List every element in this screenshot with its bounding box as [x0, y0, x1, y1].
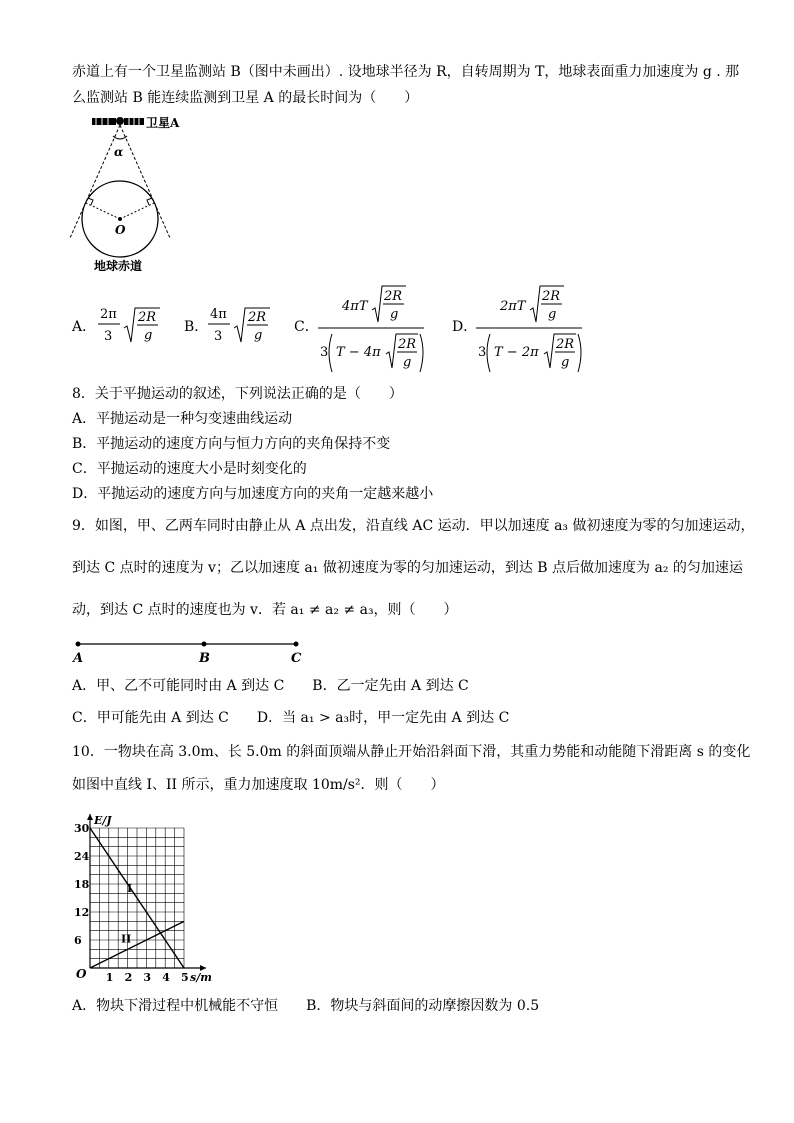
q7-option-d-formula: [474, 280, 586, 378]
svg-text:2πT: 2πT: [500, 299, 526, 314]
svg-text:2π: 2π: [100, 307, 117, 322]
q10-stem-line2: 如图中直线 I、II 所示，重力加速度取 10m/s²．则（ ）: [72, 777, 445, 793]
energy-chart: [62, 812, 222, 992]
q9-stem-line3: 动，到达 C 点时的速度也为 v．若 a₁ ≠ a₂ ≠ a₃，则（ ）: [72, 602, 458, 618]
svg-text:2R: 2R: [384, 289, 403, 304]
x-tick-label: 1: [105, 971, 114, 984]
svg-text:T − 2π: T − 2π: [494, 345, 539, 360]
q8-option-a: A．平抛运动是一种匀变速曲线运动: [72, 411, 293, 427]
svg-text:T − 4π: T − 4π: [336, 345, 381, 360]
q7-option-d-label: D．: [452, 319, 478, 335]
svg-text:3: 3: [104, 329, 113, 344]
y-axis-arrow: [87, 814, 93, 820]
alpha-label: α: [114, 145, 124, 159]
y-tick-label: 24: [74, 850, 90, 863]
svg-text:4π: 4π: [210, 307, 227, 322]
q8-option-d: D．平抛运动的速度方向与加速度方向的夹角一定越来越小: [72, 486, 434, 502]
q9-stem-line1: 9．如图，甲、乙两车同时由静止从 A 点出发，沿直线 AC 运动．甲以加速度 a₃ 做初速度为零的匀加速运动，: [72, 518, 755, 534]
q7-option-b-label: B．: [184, 319, 209, 335]
point-a: [76, 642, 81, 647]
svg-text:B: B: [199, 651, 210, 666]
svg-text:2R: 2R: [398, 337, 417, 352]
chart-xlabel: s/m: [190, 971, 212, 984]
svg-text:3: 3: [478, 345, 487, 360]
satellite-figure: [66, 112, 206, 282]
earth-center-label: O: [115, 223, 126, 237]
x-tick-label: 5: [181, 971, 189, 984]
series-label-2: II: [121, 932, 132, 946]
q9-options-ab: A．甲、乙不可能同时由 A 到达 C B．乙一定先由 A 到达 C: [72, 678, 469, 694]
svg-text:g: g: [390, 307, 399, 322]
svg-text:g: g: [403, 355, 412, 370]
svg-text:2R: 2R: [248, 310, 267, 325]
chart-origin-label: O: [76, 967, 87, 981]
y-tick-label: 18: [74, 878, 90, 891]
earth-caption: 地球赤道: [94, 259, 143, 273]
q7-option-c-formula: [316, 280, 428, 378]
q10-stem-line1: 10．一物块在高 3.0m、长 5.0m 的斜面顶端从静止开始沿斜面下滑，其重力势能和动能随下滑距离 s 的变化: [72, 744, 751, 760]
svg-text:C: C: [291, 651, 302, 666]
y-tick-label: 12: [74, 906, 90, 919]
satellite-icon: [92, 117, 144, 125]
point-b: [202, 642, 207, 647]
svg-text:A: A: [73, 651, 84, 666]
chart-ylabel: E/J: [94, 814, 112, 827]
y-tick-label: 6: [74, 934, 82, 947]
svg-text:g: g: [561, 355, 570, 370]
svg-text:3: 3: [320, 345, 329, 360]
q9-stem-line2: 到达 C 点时的速度为 v；乙以加速度 a₁ 做初速度为零的匀加速运动，到达 B 点后做加速度为 a₂ 的匀加速运: [72, 560, 743, 576]
x-tick-label: 3: [143, 971, 152, 984]
svg-text:g: g: [548, 307, 557, 322]
svg-text:4πT: 4πT: [342, 299, 368, 314]
q8-option-b: B．平抛运动的速度方向与恒力方向的夹角保持不变: [72, 436, 391, 452]
q7-option-a-label: A．: [72, 319, 97, 335]
svg-text:3: 3: [214, 329, 223, 344]
q7-option-b-formula: [204, 296, 274, 348]
svg-text:2R: 2R: [138, 310, 157, 325]
svg-text:2R: 2R: [542, 289, 561, 304]
chart-ticks: [74, 822, 189, 984]
x-tick-label: 4: [162, 971, 170, 984]
q7-stem-line1: 赤道上有一个卫星监测站 B（图中未画出）. 设地球半径为 R，自转周期为 T，地球表面重力加速度为 g . 那: [72, 64, 740, 80]
q8-stem: 8．关于平抛运动的叙述，下列说法正确的是（ ）: [72, 386, 403, 402]
q7-option-a-formula: [94, 296, 164, 348]
q9-options-cd: C．甲可能先由 A 到达 C D．当 a₁ > a₃时，甲一定先由 A 到达 C: [72, 710, 510, 726]
q7-option-c-label: C．: [294, 319, 319, 335]
svg-text:2R: 2R: [556, 337, 575, 352]
satellite-label: 卫星A: [146, 116, 180, 130]
x-tick-label: 2: [124, 971, 133, 984]
q7-stem-line2: 么监测站 B 能连续监测到卫星 A 的最长时间为（ ）: [72, 90, 419, 106]
svg-text:g: g: [254, 328, 263, 343]
q10-options-ab: A．物块下滑过程中机械能不守恒 B．物块与斜面间的动摩擦因数为 0.5: [72, 998, 540, 1014]
y-tick-label: 30: [74, 822, 90, 835]
q9-line-figure: [70, 636, 310, 668]
series-label-1: I: [127, 882, 133, 895]
svg-text:g: g: [144, 328, 153, 343]
point-c: [294, 642, 299, 647]
q8-option-c: C．平抛运动的速度大小是时刻变化的: [72, 461, 307, 477]
